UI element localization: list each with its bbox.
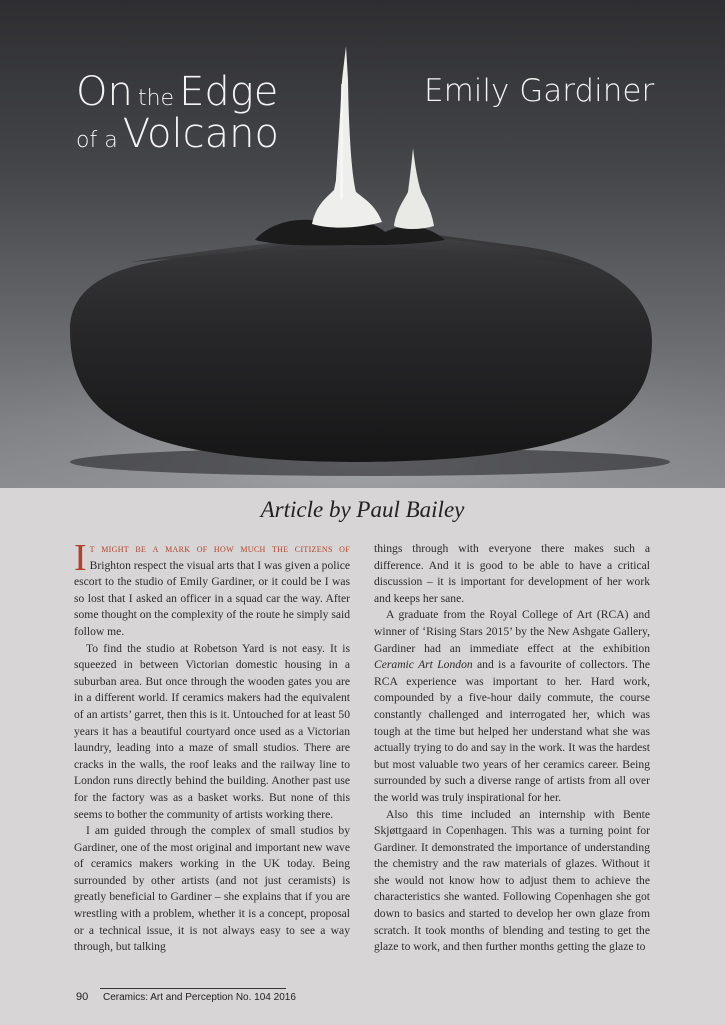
title-word-the: the [137, 86, 175, 111]
white-glaze-drip-right [394, 148, 434, 229]
paragraph-1 [74, 537, 350, 641]
article-title [76, 69, 279, 157]
publication-info: Ceramics: Art and Perception No. 104 2016 [103, 992, 296, 1003]
paragraph-5: Also this time included an internship with Bente Skjøttgaard in Copenhagen. This was a turning point for Gardiner. It demonstrated the importance of understanding the chemistry and the raw materials of glazes. Without it she would not know how to adjust them to achieve the characteristics she wanted. Following Copenhagen she got down to basics and started to develop her own glaze from scratch. It took months of blending and testing to get the glaze to work, and then further months getting the glaze to [374, 807, 650, 954]
footer-rule [100, 988, 286, 989]
paragraph-4-text-b: and is a favourite of collectors. The RCA experience was important to her. Hard work, compounded by a five-hour daily commute, the course constantly challenged and interrogated her, which was tough at the time but helped her understand what she was actually trying to do and say in the work. It was the hardest but most valuable two years of her ceramics career. Being surrounded by such a diverse range of artists from all over the world was truly inspirational for her. [374, 658, 650, 804]
sculpture-body [70, 232, 652, 462]
title-word-on: On [76, 69, 133, 115]
paragraph-4 [374, 607, 650, 806]
paragraph-1-text: Brighton respect the visual arts that I was given a police escort to the studio of Emily Gardiner, or it could be I was so lost that I asked an officer in a squad car the way. After some thought on the complexity of the route he simply said follow me. [74, 558, 350, 638]
hero-photo [0, 0, 725, 488]
paragraph-2: To find the studio at Robetson Yard is not easy. It is squeezed in between Victorian domestic housing in a suburban area. But once through the wooden gates you are in a different world. If ceramics makers had the equivalent of an artists’ garret, then this is it. Untouched for at least 50 years it has a beautiful courtyard once used as a Victorian laundry, leading into a maze of small studios. There are cracks in the walls, the roof leaks and the railway line to London runs directly behind the building. Another past use for the factory was as a basket works. But none of this seems to bother the community of artists working there. [74, 641, 350, 821]
drop-cap: I [74, 537, 87, 579]
lead-in: t might be a mark of how much the citizens of [89, 542, 350, 555]
exhibition-name: Ceramic Art London [374, 658, 473, 672]
article-column-right [374, 541, 650, 956]
page-number: 90 [76, 991, 89, 1003]
title-word-of-a: of a [76, 128, 118, 153]
artist-name: Emily Gardiner [424, 73, 655, 109]
article-column-left [74, 537, 350, 956]
paragraph-3: I am guided through the complex of small studios by Gardiner, one of the most original and important new wave of ceramics makers working in the UK today. Being surrounded by other artists (and not just ceramists) is greatly beneficial to Gardiner – she explains that if you are wrestling with a problem, whether it is a concept, proposal or a technical issue, it is not always easy to see a way through, but talking [74, 824, 350, 954]
white-glaze-drip-left [312, 46, 382, 228]
paragraph-3-continued: things through with everyone there makes such a difference. And it is good to be able to have a critical discussion – it is important for development of her work and keeps her sane. [374, 542, 650, 605]
paragraph-4-text-a: A graduate from the Royal College of Art (RCA) and winner of ‘Rising Stars 2015’ by the New Ashgate Gallery, Gardiner had an immediate effect at the exhibition [374, 608, 650, 655]
title-word-volcano: Volcano [122, 111, 279, 157]
article-byline: Article by Paul Bailey [260, 497, 465, 522]
title-word-edge: Edge [179, 69, 279, 115]
